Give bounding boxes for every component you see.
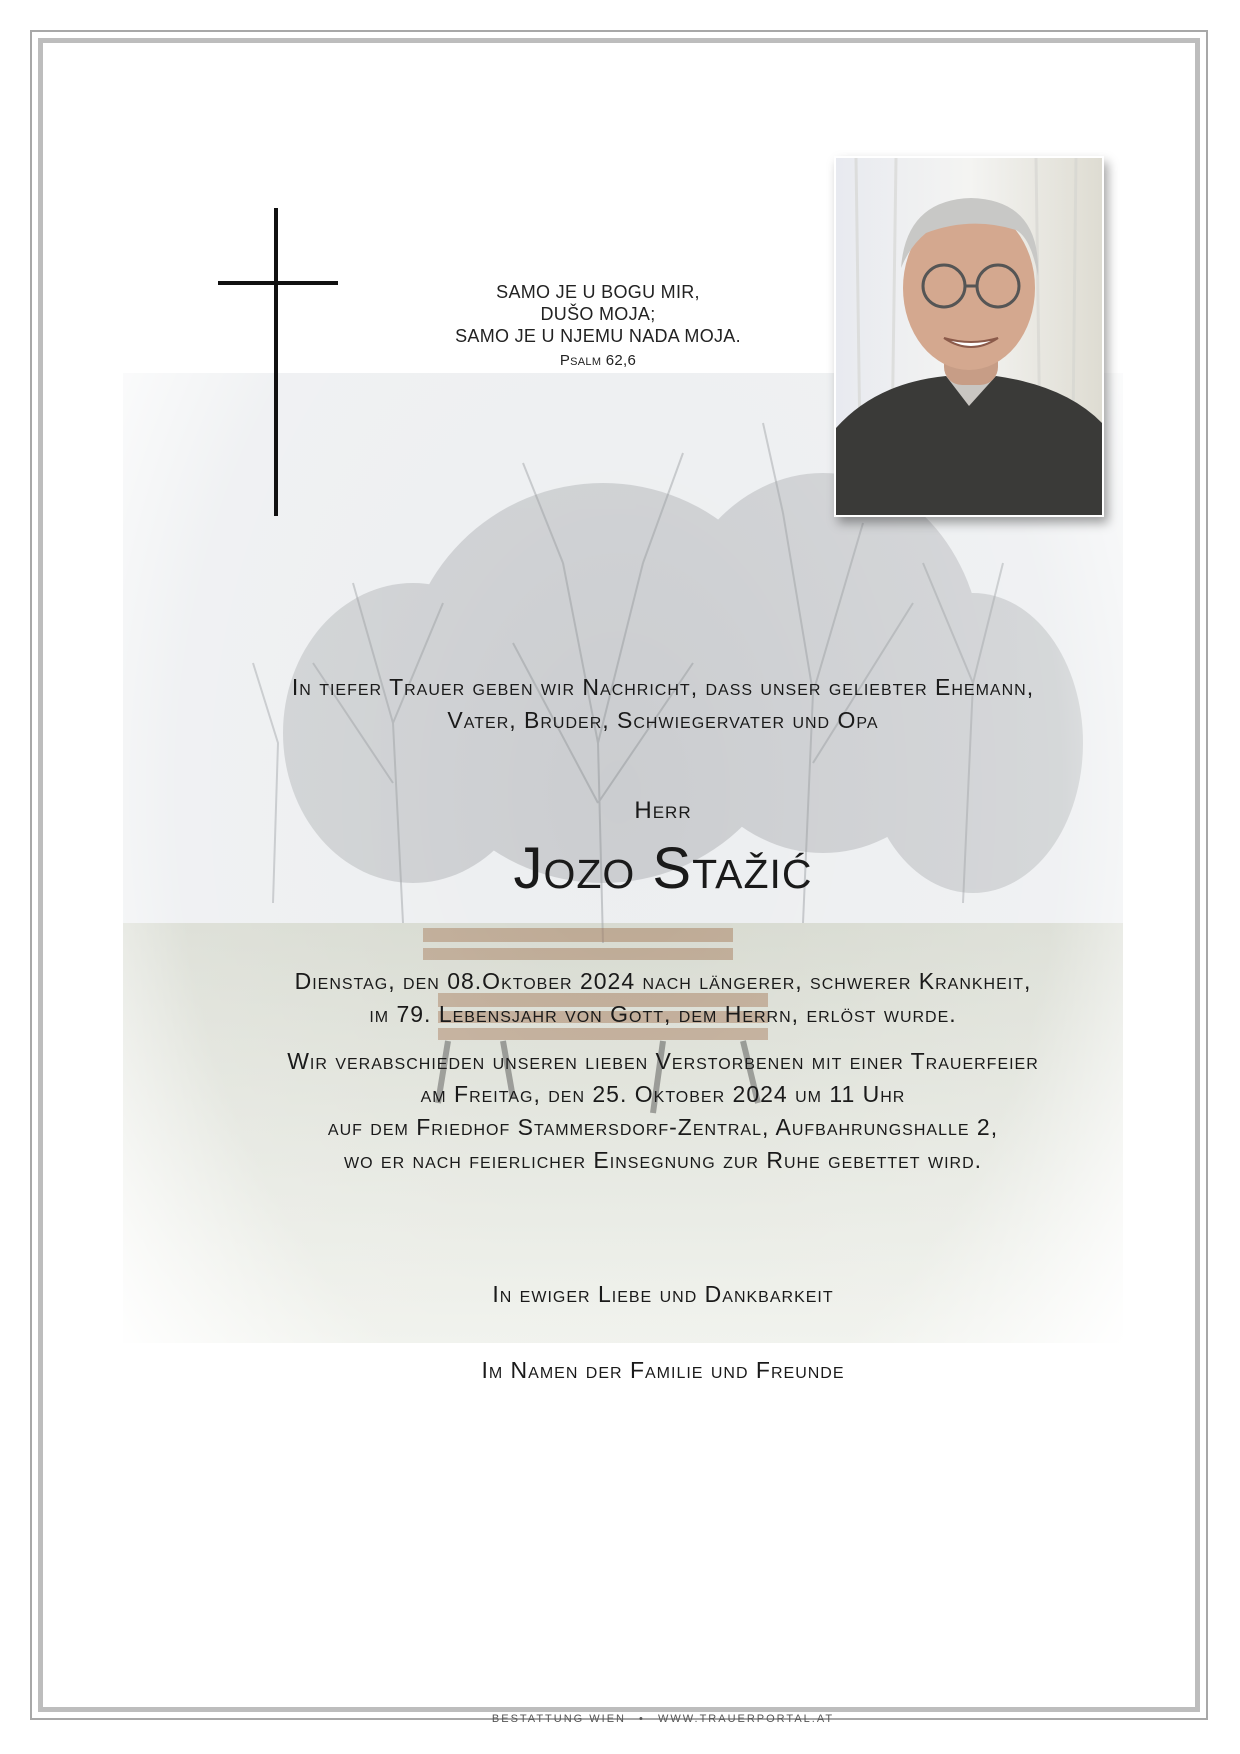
psalm-line-2: DUŠO MOJA;: [540, 304, 656, 324]
closing-family: Im Namen der Familie und Freunde: [481, 1357, 845, 1383]
psalm-line-1: SAMO JE U BOGU MIR,: [496, 282, 700, 302]
cross-icon: [218, 208, 338, 516]
psalm-line-3: SAMO JE U NJEMU NADA MOJA.: [455, 326, 741, 346]
footer-separator: •: [639, 1713, 645, 1725]
intro-text: [183, 671, 1143, 737]
psalm-reference: Psalm 62,6: [559, 352, 637, 369]
funeral-line-3: auf dem Friedhof Stammersdorf-Zentral, Aufbahrungshalle 2,: [327, 1114, 999, 1140]
footer-website-link[interactable]: WWW.TRAUERPORTAL.AT: [657, 1713, 835, 1725]
psalm-quote: [418, 281, 778, 372]
intro-line-1: In tiefer Trauer geben wir Nachricht, dass unser geliebter Ehemann,: [291, 674, 1035, 700]
death-notice-line-1: Dienstag, den 08.Oktober 2024 nach längerer, schwerer Krankheit,: [294, 968, 1032, 994]
salutation: Herr: [634, 797, 692, 824]
funeral-line-1: Wir verabschieden unseren lieben Verstorbenen mit einer Trauerfeier: [287, 1048, 1039, 1074]
obituary-card: [38, 38, 1200, 1725]
portrait-photo: [834, 156, 1104, 517]
death-notice-line-2: im 79. Lebensjahr von Gott, dem Herrn, erlöst wurde.: [369, 1001, 957, 1027]
intro-line-2: Vater, Bruder, Schwiegervater und Opa: [447, 707, 879, 733]
deceased-name: Jozo Stažić: [513, 836, 813, 901]
closing-love: In ewiger Liebe und Dankbarkeit: [492, 1281, 834, 1307]
funeral-line-4: wo er nach feierlicher Einsegnung zur Ruhe gebettet wird.: [343, 1147, 983, 1173]
footer-company: BESTATTUNG WIEN: [491, 1713, 626, 1725]
funeral-details: [183, 1045, 1143, 1177]
death-notice: [183, 965, 1143, 1031]
portrait-image: [836, 158, 1102, 515]
footer: [183, 1713, 1143, 1725]
funeral-line-2: am Freitag, den 25. Oktober 2024 um 11 Uhr: [420, 1081, 906, 1107]
